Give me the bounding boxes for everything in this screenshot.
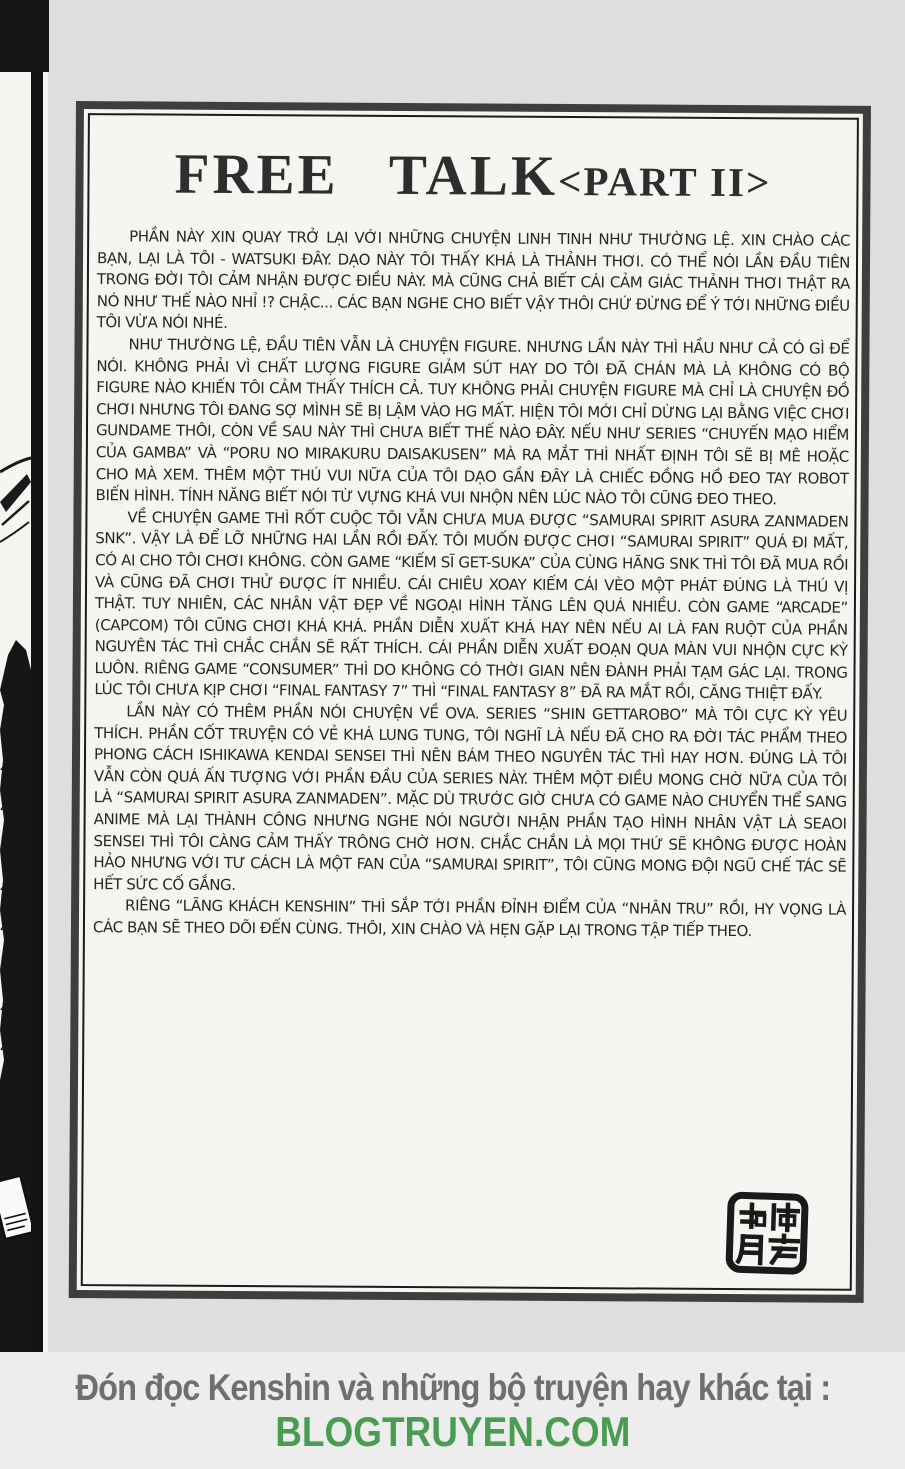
- footer-banner: [0, 1352, 905, 1469]
- page-edge-strip: [0, 70, 48, 1354]
- paragraph: NHƯ THƯỜNG LỆ, ĐẦU TIÊN VẪN LÀ CHUYỆN FIGURE. NHƯNG LẦN NÀY THÌ HẦU NHƯ CẢ CÓ GÌ ĐỂ NÓI. KHÔNG PHẢI VÌ CHẤT LƯỢNG FIGURE GIẢM SÚT HAY DO TÔI ĐÃ CHÁN MÀ LÀ KHÔNG CÓ BỘ FIGURE NÀO KHIẾN TÔI CẢM THẤY THÍCH CẢ. TUY KHÔNG PHẢI CHUYỆN FIGURE MÀ CHỈ LÀ CHUYỆN ĐỒ CHƠI NHƯNG TÔI ĐANG SỢ MÌNH SẼ BỊ LẬM VÀO HG MẤT. HIỆN TÔI MỚI CHỈ DỪNG LẠI BẰNG VIỆC CHƠI GUNDAME THÔI, CÒN VỀ SAU NÀY THÌ CHƯA BIẾT THẾ NÀO ĐÂY. NẾU NHƯ SERIES “CHUYẾN MẠO HIỂM CỦA GAMBA” VÀ “PORU NO MIRAKURU DAISAKUSEN” MÀ RA MẮT THÌ NHẤT ĐỊNH TÔI SẼ BỊ MÊ HOẶC CHO MÀ XEM. THÊM MỘT THÚ VUI NỮA CỦA TÔI DẠO GẦN ĐÂY LÀ CHIẾC ĐỒNG HỒ ĐEO TAY ROBOT BIẾN HÌNH. TÍNH NĂNG BIẾT NÓI TỪ VỰNG KHÁ VUI NHỘN NÊN LÚC NÀO TÔI CŨNG ĐEO THEO.: [95, 335, 850, 509]
- title-main: FREE TALK: [174, 142, 559, 208]
- promo-text: Đón đọc Kenshin và những bộ truyện hay khác tại :: [75, 1366, 830, 1408]
- page-title: [89, 141, 856, 211]
- title-part: <PART II>: [558, 157, 772, 206]
- spine-bar: [31, 70, 43, 1354]
- corner-black-block: [0, 0, 49, 72]
- page-edge-art: [0, 70, 48, 1354]
- paragraph: RIÊNG “LÃNG KHÁCH KENSHIN” THÌ SẮP TỚI PHẦN ĐỈNH ĐIỂM CỦA “NHÂN TRU” RỒI, HY VỌNG LÀ CÁC BẠN SẼ THEO DÕI ĐẾN CÙNG. THÔI, XIN CHÀO VÀ HẸN GẶP LẠI TRONG TẬP TIẾP THEO.: [92, 896, 847, 941]
- site-name: BLOGTRUYEN.COM: [274, 1407, 631, 1455]
- paragraph: VỀ CHUYỆN GAME THÌ RỐT CUỘC TÔI VẪN CHƯA MUA ĐƯỢC “SAMURAI SPIRIT ASURA ZANMADEN SNK”. VẬY LÀ ĐỂ LỠ NHỮNG HAI LẦN RỒI ĐẤY. TÔI MUỐN ĐƯỢC CHƠI “SAMURAI SPIRIT” QUÁ ĐI MẤT, CÓ AI CHO TÔI CHƠI KHÔNG. CÒN GAME “KIẾM SĨ GET-SUKA” CỦA CÙNG HÃNG SNK THÌ TÔI ĐÃ MUA RỒI VÀ CŨNG ĐÃ CHƠI THỬ ĐƯỢC ÍT NHIỀU. CÁI CHIÊU XOAY KIẾM CÁI VÈO MỘT PHÁT ĐÚNG LÀ THÚ VỊ THẬT. TUY NHIÊN, CÁC NHÂN VẬT ĐẸP VỀ NGOẠI HÌNH TĂNG LÊN QUÁ NHIỀU. CÒN GAME “ARCADE” (CAPCOM) TÔI CŨNG CHƠI KHÁ KHÁ. PHẦN DIỄN XUẤT KHÁ HAY NÊN NẾU AI LÀ FAN RUỘT CỦA PHẦN NGUYÊN TÁC THÌ CHẮC CHẮN SẼ RẤT THÍCH. CÁI PHẦN DIỄN XUẤT ĐOẠN QUA MÀN VUI NHỘN CỰC KỲ LUÔN. RIÊNG GAME “CONSUMER” THÌ DO KHÔNG CÓ THỜI GIAN NÊN ĐÀNH PHẢI TẠM GÁC LẠI. TRONG LÚC TÔI CHƯA KỊP CHƠI “FINAL FANTASY 7” THÌ “FINAL FANTASY 8” ĐÃ RA MẮT RỒI, CĂNG THIỆT ĐẤY.: [94, 508, 849, 704]
- frame-inner: [81, 113, 859, 1291]
- freetalk-frame: [69, 101, 871, 1303]
- freetalk-paragraphs: [93, 226, 850, 943]
- paragraph: LẦN NÀY CÓ THÊM PHẦN NÓI CHUYỆN VỀ OVA. SERIES “SHIN GETTAROBO” MÀ TÔI CỰC KỲ YÊU THÍCH. PHẦN CỐT TRUYỆN CÓ VẺ KHÁ LUNG TUNG, TÔI NGHĨ LÀ NẾU ĐÃ CHO RA ĐỜI TÁC PHẨM THEO PHONG CÁCH ISHIKAWA KENDAI SENSEI THÌ NÊN BÁM THEO NGUYÊN TÁC THÌ HAY HƠN. ĐÚNG LÀ TÔI VẪN CÒN QUÁ ẤN TƯỢNG VỚI PHẦN ĐẦU CỦA SERIES NÀY. THÊM MỘT ĐIỀU MONG CHỜ NỮA CỦA TÔI LÀ “SAMURAI SPIRIT ASURA ZANMADEN”. MẶC DÙ TRƯỚC GIỜ CHƯA CÓ GAME NÀO CHUYỂN THỂ SANG ANIME MÀ LẠI THÀNH CÔNG NHƯNG NGHE NÓI NGƯỜI NHẬN PHẦN TẠO HÌNH NHÂN VẬT LÀ SEAOI SENSEI THÌ TÔI CÀNG CẢM THẤY TRÔNG CHỜ HƠN. CHẮC CHẮN LÀ MỌI THỨ SẼ KHÔNG ĐƯỢC HOÀN HẢO NHƯNG VỚI TƯ CÁCH LÀ MỘT FAN CỦA “SAMURAI SPIRIT”, TÔI CŨNG MONG ĐỘI NGŨ CHẾ TÁC SẼ HẾT SỨC CỐ GẮNG.: [93, 702, 848, 894]
- watsuki-seal-icon: [724, 1190, 811, 1277]
- paragraph: PHẦN NÀY XIN QUAY TRỞ LẠI VỚI NHỮNG CHUYỆN LINH TINH NHƯ THƯỜNG LỆ. XIN CHÀO CÁC BẠN, LẠI LÀ TÔI - WATSUKI ĐÂY. DẠO NÀY TÔI THẤY KHÁ LÀ THẢNH THƠI. CÓ THỂ NÓI LẦN ĐẦU TIÊN TRONG ĐỜI TÔI CẢM NHẬN ĐƯỢC ĐIỀU NÀY. MÀ CŨNG CHẢ BIẾT CÁI CẢM GIÁC THẢNH THƠI THẬT RA NÓ NHƯ THẾ NÀO NHỈ !? CHẬC... CÁC BẠN NGHE CHO BIẾT VẬY THÔI CHỨ ĐỪNG ĐỂ Ý TỚI NHỮNG ĐIỀU TÔI VỪA NÓI NHÉ.: [96, 227, 851, 333]
